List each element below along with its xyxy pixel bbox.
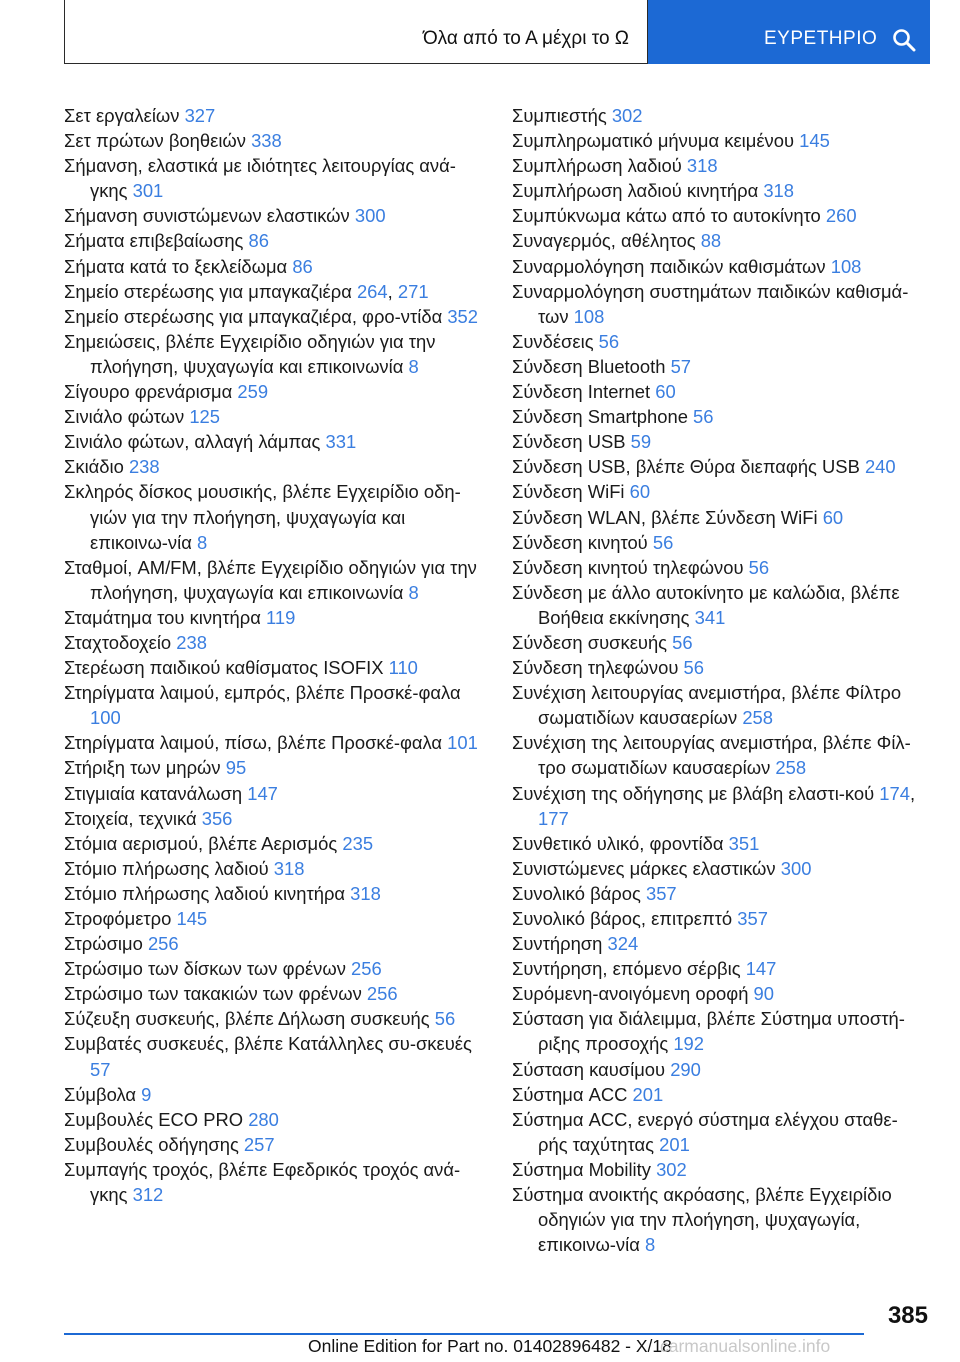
page-link[interactable]: 192 [673, 1033, 704, 1055]
page-link[interactable]: 56 [672, 631, 693, 653]
page-link[interactable]: 235 [342, 832, 374, 854]
page-link[interactable]: 256 [351, 958, 382, 980]
page-link[interactable]: 201 [632, 1083, 664, 1105]
index-entry [64, 730, 479, 755]
page-link[interactable]: 56 [693, 406, 714, 428]
page-link[interactable]: 60 [655, 381, 676, 403]
index-entry-term: Σίγουρο φρενάρισμα [64, 381, 238, 403]
page-link[interactable]: 201 [659, 1133, 690, 1155]
search-icon[interactable] [892, 28, 916, 52]
index-entry [512, 228, 927, 253]
page-link[interactable]: 86 [292, 255, 313, 277]
index-entry-term: Σύστημα ACC, ενεργό σύστημα ελέγχου σταθε-ρής ταχύτητας [512, 1108, 898, 1155]
index-entry [512, 1082, 927, 1107]
index-entry [64, 1031, 479, 1081]
index-entry-term: Σύνδεση USB [512, 431, 631, 453]
page-link[interactable]: 56 [652, 531, 674, 553]
index-entry [64, 806, 479, 831]
index-entry [512, 254, 927, 279]
page-link[interactable]: 8 [408, 581, 419, 603]
index-entry-term: Σύνδεση WiFi [512, 481, 630, 503]
index-entry-term: Συνολικό βάρος [512, 882, 646, 904]
index-entry-term: Συμπαγής τροχός, βλέπε Εφεδρικός τροχός ανά-γκης [64, 1158, 461, 1206]
index-entry [512, 530, 927, 555]
page-link[interactable]: 341 [694, 606, 726, 628]
index-entry-term: Σινιάλο φώτων, αλλαγή λάμπας [64, 431, 326, 453]
index-entry-term: Στηρίγματα λαιμού, εμπρός, βλέπε Προσκέ-φαλα [64, 682, 461, 704]
index-entry-term: Συναρμολόγηση παιδικών καθισμάτων [512, 255, 831, 277]
index-entry [512, 630, 927, 655]
index-entry-term: Στηρίγματα λαιμού, πίσω, βλέπε Προσκέ-φαλα [64, 732, 448, 754]
index-entry [512, 655, 927, 680]
index-entry-term: Στόμια αερισμού, βλέπε Αερισμός [64, 832, 343, 854]
index-entry [64, 555, 479, 605]
index-entry [64, 831, 479, 856]
page-link[interactable]: 177 [538, 807, 569, 829]
index-entry [64, 605, 479, 630]
index-entry-term: Συνθετικό υλικό, φροντίδα [512, 832, 729, 854]
index-entry-term: Σύνδεση Internet [512, 381, 656, 403]
index-entry [512, 1182, 927, 1257]
index-column-right [512, 103, 927, 1257]
index-entry-term: Σινιάλο φώτων [64, 406, 190, 428]
index-entry [512, 555, 927, 580]
index-entry-term: Σήματα κατά το ξεκλείδωμα [64, 255, 293, 277]
index-entry-term: Συρόμενη-ανοιγόμενη οροφή [512, 983, 754, 1005]
page-link[interactable]: 57 [90, 1058, 111, 1080]
index-entry-term: Συντήρηση [512, 933, 608, 955]
index-entry-term: Στόμιο πλήρωσης λαδιού [64, 857, 274, 879]
page-link[interactable]: 318 [763, 180, 794, 202]
page-link[interactable]: 351 [728, 832, 760, 854]
index-entry-term: Σημειώσεις, βλέπε Εγχειρίδιο οδηγιών για την πλοήγηση, ψυχαγωγία και επικοινωνία [64, 330, 436, 377]
page-link[interactable]: 86 [248, 230, 269, 252]
index-entry-term: Σημείο στερέωσης για μπαγκαζιέρα, φρο-ντίδα [64, 305, 448, 327]
index-entry: Σημείο στερέωσης για μπαγκαζιέρα 264, 271 [64, 280, 429, 302]
index-entry [512, 831, 927, 856]
index-entry-term: Σκιάδιο [64, 456, 129, 478]
page-link[interactable]: 338 [251, 130, 282, 152]
page-link[interactable]: 147 [247, 782, 278, 804]
index-entry [512, 956, 927, 981]
index-entry-term: Στερέωση παιδικού καθίσματος ISOFIX [64, 657, 389, 679]
page-link[interactable]: 88 [700, 230, 722, 252]
page-link[interactable]: 302 [656, 1158, 687, 1180]
az-index-tab[interactable] [64, 0, 648, 64]
index-entry [512, 479, 927, 504]
index-entry [512, 178, 927, 203]
page-link[interactable]: 324 [607, 933, 639, 955]
page-link[interactable]: 259 [237, 381, 269, 403]
index-entry [64, 655, 479, 680]
index-entry [512, 580, 927, 630]
index-entry-term: Στροφόμετρο [64, 908, 177, 929]
page-link[interactable]: 256 [147, 933, 179, 955]
page-link[interactable]: 300 [354, 205, 386, 227]
index-entry-term: Συμβουλές οδήγησης [64, 1133, 244, 1155]
index-entry-term: Σύμβολα [64, 1083, 142, 1105]
page-link[interactable]: 95 [225, 757, 247, 779]
page-link[interactable]: 60 [822, 506, 844, 528]
page-link[interactable]: 312 [132, 1184, 164, 1206]
index-entry [64, 128, 479, 153]
index-entry-term: Σετ εργαλείων [64, 105, 185, 126]
index-entry-term: Σύσταση καυσίμου [512, 1058, 671, 1080]
index-entry [64, 630, 479, 655]
index-entry [512, 505, 927, 530]
index-entry [64, 379, 479, 404]
index-entry-term: Συνέχιση της οδήγησης με βλάβη ελαστι-κού [512, 782, 880, 804]
page-number: 385 [887, 1302, 928, 1329]
index-entry-term: Σύνδεση τηλεφώνου [512, 657, 684, 679]
page-link[interactable]: 125 [189, 406, 221, 428]
index-entry-term: Στρώσιμο των τακακιών των φρένων [64, 983, 367, 1005]
index-entry [512, 279, 927, 329]
page-link[interactable]: 327 [184, 105, 216, 126]
footer-rule [64, 1333, 864, 1335]
index-entry [64, 1157, 479, 1207]
index-entry-term: Συναγερμός, αθέλητος [512, 230, 701, 252]
index-entry-term: Σύνδεση κινητού τηλεφώνου [512, 556, 749, 578]
index-entry [512, 429, 927, 454]
index-entry-term: Συμβουλές ECO PRO [64, 1108, 249, 1130]
page-link[interactable]: 357 [645, 882, 677, 904]
page-link[interactable]: 290 [670, 1058, 701, 1080]
index-entry [512, 931, 927, 956]
page-link[interactable]: 280 [248, 1108, 279, 1130]
page-link[interactable]: 145 [799, 130, 830, 152]
page-link[interactable]: 256 [366, 983, 398, 1005]
index-entry-term: Σταμάτημα του κινητήρα [64, 606, 266, 628]
page-link[interactable]: 264 [356, 280, 388, 302]
page-link[interactable]: 238 [128, 456, 160, 478]
index-entry [64, 1082, 479, 1107]
page-link[interactable]: 145 [176, 908, 208, 929]
index-entry [64, 429, 479, 454]
page-link[interactable]: 56 [434, 1008, 456, 1030]
index-entry [64, 1107, 479, 1132]
index-entry [512, 730, 927, 780]
index-entry-term: Σύσταση για διάλειμμα, βλέπε Σύστημα υποστή-ριξης προσοχής [512, 1008, 905, 1055]
page-link[interactable]: 8 [196, 531, 208, 553]
index-entry-term: Συντήρηση, επόμενο σέρβις [512, 958, 746, 980]
index-entry-term: Σκληρός δίσκος μουσικής, βλέπε Εγχειρίδιο οδη-γιών για την πλοήγηση, ψυχαγωγία και επικοινω-νία [64, 481, 461, 553]
header-bar [64, 0, 930, 64]
page-link[interactable]: 9 [141, 1083, 152, 1105]
index-entry [512, 404, 927, 429]
index-entry [64, 228, 479, 253]
index-entry [512, 103, 927, 128]
index-entry [512, 153, 927, 178]
index-tab[interactable] [648, 0, 930, 64]
index-entry-term: Συμπλήρωση λαδιού κινητήρα [512, 180, 764, 202]
page-link[interactable]: 260 [825, 205, 857, 227]
index-entry [512, 680, 927, 730]
index-entry-term: Συμπιεστής [512, 105, 612, 126]
page-link[interactable]: 318 [686, 155, 718, 177]
page-link[interactable]: 110 [388, 657, 418, 679]
index-entry [512, 354, 927, 379]
page-link[interactable]: 318 [273, 857, 305, 879]
page-link[interactable]: 240 [864, 456, 896, 478]
index-entry [64, 304, 479, 329]
page-link[interactable]: 357 [737, 908, 768, 929]
index-entry-term: Στρώσιμο [64, 933, 148, 955]
index-entry-term: Σύνδεση κινητού [512, 531, 653, 553]
index-entry [64, 956, 479, 981]
index-entry-term: Στόμιο πλήρωσης λαδιού κινητήρα [64, 882, 351, 904]
page-link[interactable]: 101 [447, 732, 478, 754]
index-label: ΕΥΡΕΤΗΡΙΟ [764, 28, 878, 49]
index-entry-term: Σταχτοδοχείο [64, 631, 177, 653]
index-entry-term: Σύνδεση Smartphone [512, 406, 694, 428]
page-link[interactable]: 356 [201, 807, 233, 829]
page-link[interactable]: 56 [748, 556, 770, 578]
index-entry-term: Συμβατές συσκευές, βλέπε Κατάλληλες συ-σκευές [64, 1033, 472, 1055]
index-entry-term: Σύστημα ACC [512, 1083, 633, 1105]
page-link[interactable]: 257 [243, 1133, 275, 1155]
index-entry-term: Σετ πρώτων βοηθειών [64, 130, 252, 152]
page-link[interactable]: 301 [132, 180, 164, 202]
index-entry-term: Σταθμοί, AM/FM, βλέπε Εγχειρίδιο οδηγιών για την πλοήγηση, ψυχαγωγία και επικοινωνία [64, 556, 477, 603]
index-entry-term: Στήριξη των μηρών [64, 757, 226, 779]
index-column-left [64, 103, 479, 1207]
page-link[interactable]: 8 [644, 1234, 656, 1256]
index-entry-term: Στρώσιμο των δίσκων των φρένων [64, 958, 352, 980]
index-entry [64, 103, 479, 128]
page-link[interactable]: 100 [90, 707, 121, 729]
watermark: carmanualsonline.info [660, 1336, 831, 1356]
index-entry-term: Σημείο στερέωσης για μπαγκαζιέρα [64, 280, 357, 302]
page-link[interactable]: 238 [176, 631, 207, 653]
az-index-label: Όλα από το Α μέχρι το Ω [422, 28, 629, 49]
page-link[interactable]: 174 [879, 782, 910, 804]
index-entry-term: Σύστημα ανοικτής ακρόασης, βλέπε Εγχειρίδιο οδηγιών για την πλοήγηση, ψυχαγωγία, επικοινω-νία [512, 1184, 892, 1256]
index-entry-term: Συναρμολόγηση συστημάτων παιδικών καθισμά-των [512, 280, 909, 327]
page-link[interactable]: 147 [745, 958, 777, 980]
page-link[interactable]: 60 [629, 481, 651, 503]
page-link[interactable]: 302 [611, 105, 643, 126]
index-entry-term: Στοιχεία, τεχνικά [64, 807, 202, 829]
index-entry-term: Συμπλήρωση λαδιού [512, 155, 687, 177]
index-entry [512, 128, 927, 153]
index-entry-term: Συμπύκνωμα κάτω από το αυτοκίνητο [512, 205, 826, 227]
index-entry [512, 906, 927, 931]
index-entry [64, 153, 479, 203]
index-entry [64, 479, 479, 554]
index-entry-term: Σύστημα Mobility [512, 1158, 657, 1180]
page-link[interactable]: 56 [683, 657, 704, 679]
index-entry-term: Σύνδεση Bluetooth [512, 355, 671, 377]
index-entry [512, 1157, 927, 1182]
index-entry [512, 379, 927, 404]
index-entry [64, 1006, 479, 1031]
index-entry [512, 454, 927, 479]
page-link[interactable]: 258 [742, 707, 774, 729]
index-entry-term: Σύζευξη συσκευής, βλέπε Δήλωση συσκευής [64, 1008, 435, 1030]
page-link[interactable]: 331 [325, 431, 357, 453]
page-link[interactable]: 57 [670, 355, 692, 377]
index-entry-term: Στιγμιαία κατανάλωση [64, 782, 248, 804]
index-entry-term: Σήματα επιβεβαίωσης [64, 230, 249, 252]
index-entry-term: Συμπληρωματικό μήνυμα κειμένου [512, 130, 800, 152]
page-link[interactable]: 59 [630, 431, 652, 453]
index-entry [64, 203, 479, 228]
page-link[interactable]: 119 [265, 606, 296, 628]
index-entry-term: Συνέχιση της λειτουργίας ανεμιστήρα, βλέπε Φίλ-τρο σωματιδίων καυσαερίων [512, 732, 911, 779]
page-link[interactable]: 108 [573, 305, 605, 327]
index-entry [64, 329, 479, 379]
index-entry-term: Συνιστώμενες μάρκες ελαστικών [512, 857, 781, 879]
index-entry [512, 203, 927, 228]
index-entry-term: Σύνδεση με άλλο αυτοκίνητο με καλώδια, βλέπε Βοήθεια εκκίνησης [512, 581, 900, 628]
index-entry [64, 856, 479, 881]
index-entry [512, 881, 927, 906]
index-entry [512, 1107, 927, 1157]
index-entry [64, 881, 479, 906]
index-entry [512, 329, 927, 354]
index-entry [64, 404, 479, 429]
index-entry [64, 254, 479, 279]
index-entry-term: Σήμανση συνιστώμενων ελαστικών [64, 205, 355, 227]
index-entry-term: Σήμανση, ελαστικά με ιδιότητες λειτουργίας ανά-γκης [64, 155, 456, 202]
index-entry [64, 755, 479, 780]
index-entry: Συνέχιση της οδήγησης με βλάβη ελαστι-κού 174, 177 [512, 782, 916, 829]
index-entry [64, 680, 479, 730]
page-link[interactable]: 108 [830, 255, 862, 277]
index-entry [64, 981, 479, 1006]
index-entry [512, 1057, 927, 1082]
page-link[interactable]: 56 [598, 330, 620, 352]
page-link[interactable]: 352 [447, 305, 478, 327]
page-link[interactable]: 90 [753, 983, 774, 1005]
index-entry [64, 906, 479, 931]
index-entry [64, 454, 479, 479]
index-entry-term: Σύνδεση συσκευής [512, 631, 673, 653]
page-link[interactable]: 258 [775, 757, 807, 779]
page-link[interactable]: 300 [780, 857, 812, 879]
index-entry [512, 856, 927, 881]
page-link[interactable]: 271 [397, 280, 429, 302]
index-entry [64, 931, 479, 956]
index-entry-term: Συνδέσεις [512, 330, 599, 352]
index-entry-term: Σύνδεση WLAN, βλέπε Σύνδεση WiFi [512, 506, 823, 528]
index-entry [64, 781, 479, 806]
index-entry-term: Συνολικό βάρος, επιτρεπτό [512, 908, 738, 929]
index-entry [512, 1006, 927, 1056]
index-entry-term: Σύνδεση USB, βλέπε Θύρα διεπαφής USB [512, 456, 865, 478]
index-entry [512, 981, 927, 1006]
page-link[interactable]: 8 [408, 355, 419, 377]
footer-edition: Online Edition for Part no. 01402896482 - X/18 [308, 1336, 672, 1356]
index-entry-term: Συνέχιση λειτουργίας ανεμιστήρα, βλέπε Φίλτρο σωματιδίων καυσαερίων [512, 682, 902, 729]
index-entry [64, 1132, 479, 1157]
page-link[interactable]: 318 [350, 882, 381, 904]
